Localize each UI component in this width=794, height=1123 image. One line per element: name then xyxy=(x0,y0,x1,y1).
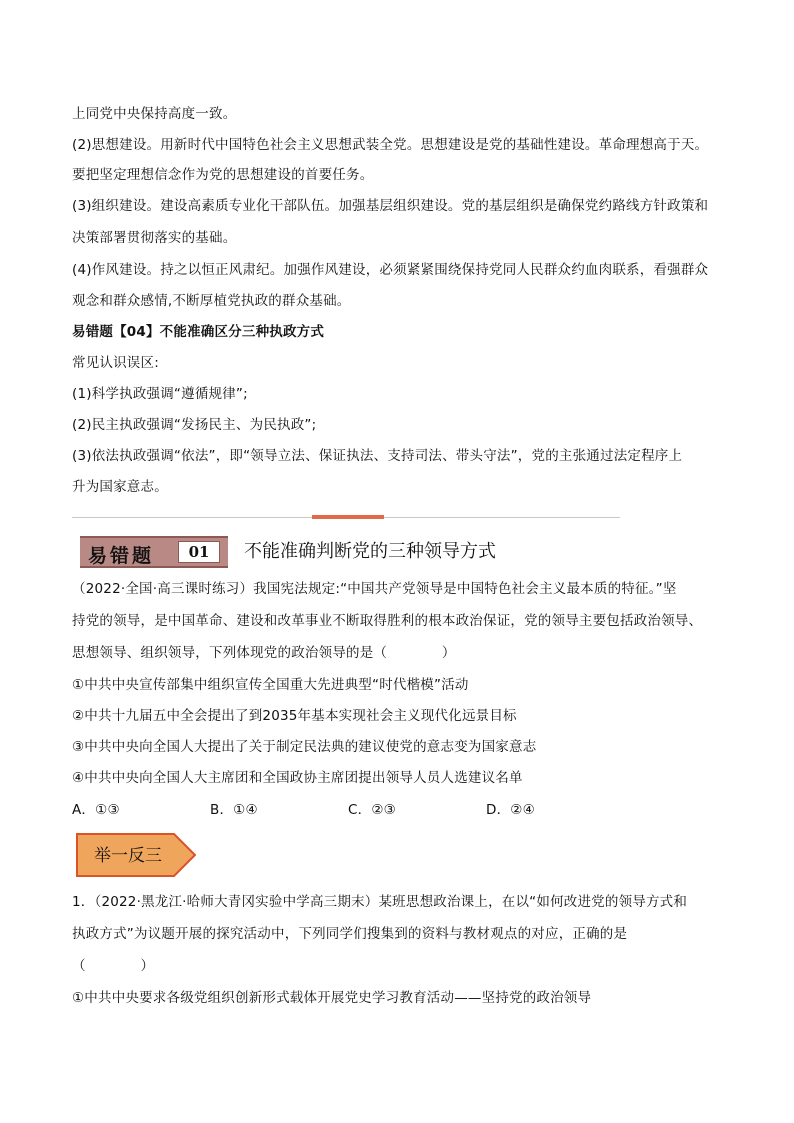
statement: ②中共十九届五中全会提出了到2035年基本实现社会主义现代化远景目标 xyxy=(72,708,517,724)
section-heading: 易错题【04】不能准确区分三种执政方式 xyxy=(72,324,325,340)
text-line: 要把坚定理想信念作为党的思想建设的首要任务。 xyxy=(72,167,374,183)
badge-label: 易错题 xyxy=(88,545,155,567)
option-a[interactable]: A．①③ xyxy=(72,802,120,818)
list-item: (3)依法执政强调“依法”，即“领导立法、保证执法、支持司法、带头守法”，党的主张通过法定程序上 xyxy=(72,448,683,464)
statement: ①中共中央要求各级党组织创新形式载体开展党史学习教育活动——坚持党的政治领导 xyxy=(72,990,592,1006)
badge-number: 01 xyxy=(178,541,220,563)
practice-label: 举一反三 xyxy=(94,846,162,866)
list-item: 升为国家意志。 xyxy=(72,479,168,495)
list-item: (2)民主执政强调“发扬民主、为民执政”; xyxy=(72,417,317,433)
text-line: (2)思想建设。用新时代中国特色社会主义思想武装全党。思想建设是党的基础性建设。革命理想高于天。 xyxy=(72,137,709,153)
statement: ①中共中央宣传部集中组织宣传全国重大先进典型“时代楷模”活动 xyxy=(72,677,469,693)
divider-accent xyxy=(312,515,384,519)
list-item: (1)科学执政强调“遵循规律”; xyxy=(72,386,248,402)
text-line: (3)组织建设。建设高素质专业化干部队伍。加强基层组织建设。党的基层组织是确保党约路线方针政策和 xyxy=(72,198,709,214)
question-text: 执政方式”为议题开展的探究活动中，下列同学们搜集到的资料与教材观点的对应，正确的是 xyxy=(72,926,628,942)
answer-options xyxy=(72,801,732,819)
question-text: （2022·全国·高三课时练习）我国宪法规定:“中国共产党领导是中国特色社会主义最本质的特征。”坚 xyxy=(72,581,677,597)
error-badge xyxy=(80,536,228,568)
text-line: 决策部署贯彻落实的基础。 xyxy=(72,230,237,246)
statement: ③中共中央向全国人大提出了关于制定民法典的建议使党的意志变为国家意志 xyxy=(72,739,537,755)
question-text: 思想领导、组织领导，下列体现党的政治领导的是（ ） xyxy=(72,645,456,661)
option-d[interactable]: D．②④ xyxy=(486,802,535,818)
answer-blank: （ ） xyxy=(72,958,155,974)
text-line: 上同党中央保持高度一致。 xyxy=(72,106,237,122)
text-line: 观念和群众感情,不断厚植党执政的群众基础。 xyxy=(72,293,351,309)
option-b[interactable]: B．①④ xyxy=(210,802,258,818)
question-text: 1．（2022·黑龙江·哈师大青冈实验中学高三期末）某班思想政治课上，在以“如何改进党的领导方式和 xyxy=(72,894,688,910)
text-line: 常见认识误区: xyxy=(72,355,159,371)
question-text: 持党的领导，是中国革命、建设和改革事业不断取得胜利的根本政治保证，党的领导主要包括政治领导、 xyxy=(72,613,703,629)
option-c[interactable]: C．②③ xyxy=(348,802,396,818)
statement: ④中共中央向全国人大主席团和全国政协主席团提出领导人员人选建议名单 xyxy=(72,770,523,786)
banner-title: 不能准确判断党的三种领导方式 xyxy=(244,541,496,562)
text-line: (4)作风建设。持之以恒正风肃纪。加强作风建设，必须紧紧围绕保持党同人民群众约血肉联系，看强群众 xyxy=(72,262,709,278)
